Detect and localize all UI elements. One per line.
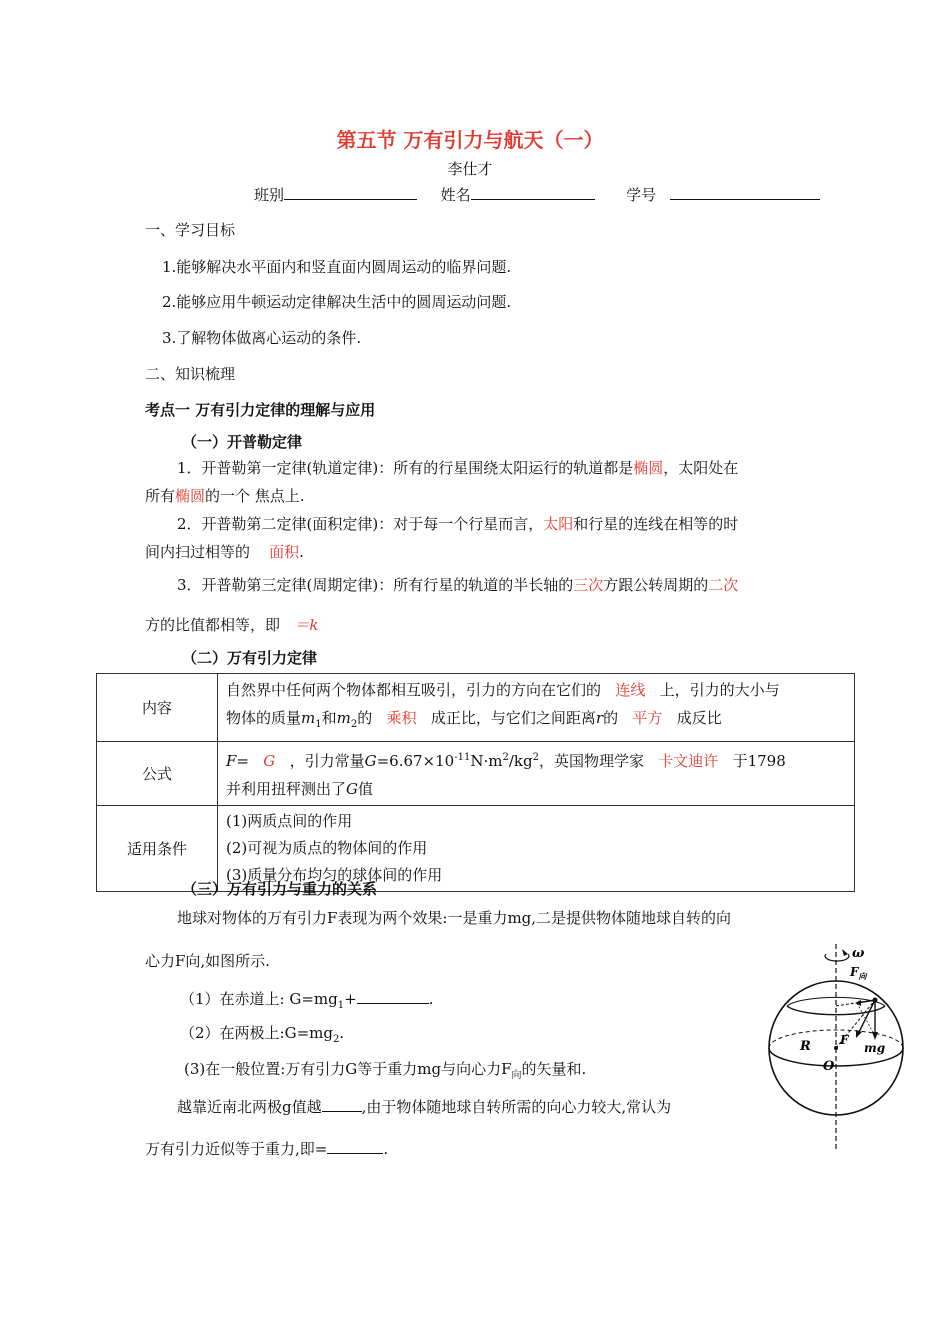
kepler2-line2: 间内扫过相等的 面积. <box>145 543 304 561</box>
author: 李仕才 <box>447 160 493 178</box>
row-head-formula: 公式 <box>97 742 218 806</box>
para-3: 越靠近南北两极g值越 ,由于物体随地球自转所需的向心力较大,常认为 <box>177 1098 672 1116</box>
mg-label: mg <box>864 1041 886 1055</box>
row-head-content: 内容 <box>97 674 218 742</box>
blank-approx[interactable] <box>327 1139 383 1154</box>
goal-2: 2.能够应用牛顿运动定律解决生活中的圆周运动问题. <box>162 293 512 311</box>
blank-equator[interactable] <box>357 989 429 1004</box>
O-label: O <box>823 1059 835 1074</box>
centripetal-arrowhead <box>855 1000 861 1006</box>
name-label: 姓名 <box>440 186 471 204</box>
row-body-formula: F= G ，引力常量$G=6.67\times 10^{-11}N\cdot m^2/kg^2$，英国物理学家 卡文迪许 于1798 并利用扭秤测出了G值 <box>218 742 855 806</box>
kepler2-line1: 2．开普勒第二定律(面积定律)：对于每一个行星而言，太阳和行星的连线在相等的时 <box>177 515 739 533</box>
row-body-conditions: (1)两质点间的作用 (2)可视为质点的物体间的作用 (3)质量分布均匀的球体间的作用 <box>218 806 855 892</box>
omega-label: ω <box>852 946 865 961</box>
F-label: F <box>840 1033 849 1047</box>
id-label: 学号 <box>626 186 657 204</box>
page-title: 第五节 万有引力与航天（一） <box>336 128 604 152</box>
fxiang-label: $F_向$ <box>850 965 867 981</box>
center-point <box>834 1046 838 1050</box>
gravity-law-table <box>96 673 855 892</box>
kepler1-line1: 1．开普勒第一定律(轨道定律)：所有的行星围绕太阳运行的轨道都是椭圆，太阳处在 <box>177 459 739 477</box>
item-equator: （1）在赤道上: $G=mg_1+$ . <box>180 990 434 1011</box>
para-1: 地球对物体的万有引力F表现为两个效果:一是重力mg,二是提供物体随地球自转的向 <box>177 909 732 927</box>
student-info-line <box>254 184 820 205</box>
row-head-conditions: 适用条件 <box>97 806 218 892</box>
table-row-content <box>97 674 855 742</box>
answer-ellipse-2: 椭圆 <box>175 487 206 505</box>
answer-ellipse: 椭圆 <box>633 459 664 477</box>
gravity-law-heading: （二）万有引力定律 <box>182 649 318 667</box>
kepler3-line2: 方的比值都相等，即 ＝k <box>145 616 319 634</box>
goal-3: 3.了解物体做离心运动的条件. <box>162 329 362 347</box>
rotation-arrowhead <box>842 949 848 956</box>
earth-rotation-figure <box>760 940 920 1155</box>
class-field[interactable] <box>284 185 417 200</box>
kaodian-heading: 考点一 万有引力定律的理解与应用 <box>145 401 376 419</box>
blank-g-value[interactable] <box>322 1097 362 1112</box>
R-label: R <box>800 1039 811 1054</box>
table-row-formula <box>97 742 855 806</box>
answer-square: 二次 <box>708 576 739 594</box>
para-4: 万有引力近似等于重力,即= . <box>145 1140 389 1158</box>
name-field[interactable] <box>471 185 595 200</box>
kepler3-line1: 3．开普勒第三定律(周期定律)：所有行星的轨道的半长轴的三次方跟公转周期的二次 <box>177 576 739 594</box>
para-2: 心力F向,如图所示. <box>145 952 270 970</box>
kepler-heading: （一）开普勒定律 <box>182 433 303 451</box>
answer-area: 面积 <box>269 543 300 561</box>
class-label: 班别 <box>254 186 285 204</box>
id-field[interactable] <box>670 185 820 200</box>
section1-heading: 一、学习目标 <box>145 221 236 239</box>
answer-cube: 三次 <box>573 576 604 594</box>
row-body-content: 自然界中任何两个物体都相互吸引，引力的方向在它们的 连线 上，引力的大小与 物体的质量$m_1$和$m_2$的 乘积 成正比，与它们之间距离r的 平方 成反比 <box>218 674 855 742</box>
answer-k: ＝k <box>294 616 319 634</box>
item-poles: （2）在两极上$:G=mg_2$. <box>180 1024 345 1045</box>
gravity-arrowhead <box>856 1030 862 1038</box>
kepler1-line2: 所有椭圆的一个 焦点上. <box>145 487 305 505</box>
item-general: (3)在一般位置:万有引力G等于重力mg与向心力$F_向$的矢量和. <box>184 1060 587 1081</box>
section2-heading: 二、知识梳理 <box>145 365 236 383</box>
answer-sun: 太阳 <box>543 515 574 533</box>
goal-1: 1.能够解决水平面内和竖直面内圆周运动的临界问题. <box>162 258 512 276</box>
gravity-weight-heading: （三）万有引力与重力的关系 <box>182 880 378 898</box>
